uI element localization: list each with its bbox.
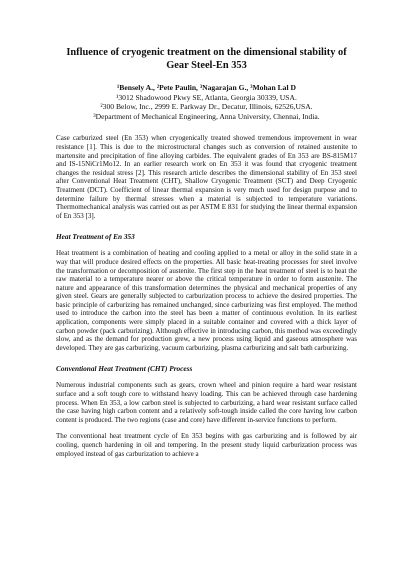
body-paragraph: Numerous industrial components such as gears, crown wheel and pinion require a hard wear resistant surface and a soft tough core to withstand heavy loading. This can be achieved through case hardening process. When En 353, a low carbon steel is subjected to carburizing, a hard wear resistant surface called the case having high carbon content and a relatively soft-tough inside called the core having low carbon content is produced. The two regions (case and core) have different in-service functions to perform. xyxy=(56,381,357,424)
section-heading: Conventional Heat Treatment (CHT) Process xyxy=(56,364,193,374)
author-names: ¹Bensely A., ²Pete Paulin, ³Nagarajan G., ³Mohan Lal D xyxy=(117,83,296,92)
abstract-paragraph: Case carburized steel (En 353) when cryogenically treated showed tremendous improvement in wear resistance [1]. This is due to the microstructural changes such as conversion of retained austenite to martensite and precipitation of fine alloying carbides. The equivalent grades of En 353 are BS-815M17 and IS-15NiCr1Mo12. In an earlier research work on En 353 it was found that cryogenic treatment changes the residual stress [2]. This research article describes the dimensional stability of En 353 steel after Conventional Heat Treatment (CHT), Shallow Cryogenic Treatment (SCT) and Deep Cryogenic Treatment (DCT). Coefficient of linear thermal expansion is very much used for design purpose and to determine failure by thermal stresses when a material is subjected to temperature variations. Thermomechanical analysis was carried out as per ASTM E 831 for studying the linear thermal expansion of En 353 [3]. xyxy=(56,134,357,220)
author-block xyxy=(56,83,357,121)
section-conventional-heat-treatment xyxy=(56,364,357,458)
affiliation-line: ¹3012 Shadowood Pkwy SE, Atlanta, Georgia 30339, USA. xyxy=(116,92,297,102)
section-heading: Heat Treatment of En 353 xyxy=(56,232,135,242)
section-heat-treatment xyxy=(56,232,357,352)
affiliation-line: ²300 Below, Inc., 2999 E. Parkway Dr., Decatur, Illinois, 62526,USA. xyxy=(100,102,313,112)
affiliation-line: ³Department of Mechanical Engineering, Anna University, Chennai, India. xyxy=(93,111,320,121)
body-paragraph: Heat treatment is a combination of heating and cooling applied to a metal or alloy in the solid state in a way that will produce desired effects on the properties. All basic heat-treating processes for steel involve the transformation or decomposition of austenite. The first step in the heat treatment of steel is to heat the raw material to a temperature nearer or above the critical temperature in order to form austenite. The nature and appearance of this transformation determines the physical and mechanical properties of any given steel. Gears are generally subjected to carburization process to achieve the desired properties. The basic principle of carburizing has remained unchanged, since carburizing was first employed. The method used to introduce the carbon into the steel has been a matter of continuous evolution. In its earliest application, components were simply placed in a suitable container and covered with a thick layer of carbon powder (pack carburizing). Although effective in introducing carbon, this method was exceedingly slow, and as the demand for production grew, a new process using liquid and gaseous atmosphere was developed. They are gas carburizing, vacuum carburizing, plasma carburizing and salt bath carburizing. xyxy=(56,249,357,352)
body-paragraph: The conventional heat treatment cycle of En 353 begins with gas carburizing and is followed by air cooling, quench hardening in oil and tempering. In the present study liquid carburization process was employed instead of gas carburization to achieve a xyxy=(56,432,357,458)
paper-title: Influence of cryogenic treatment on the dimensional stability of Gear Steel-En 353 xyxy=(66,47,347,71)
